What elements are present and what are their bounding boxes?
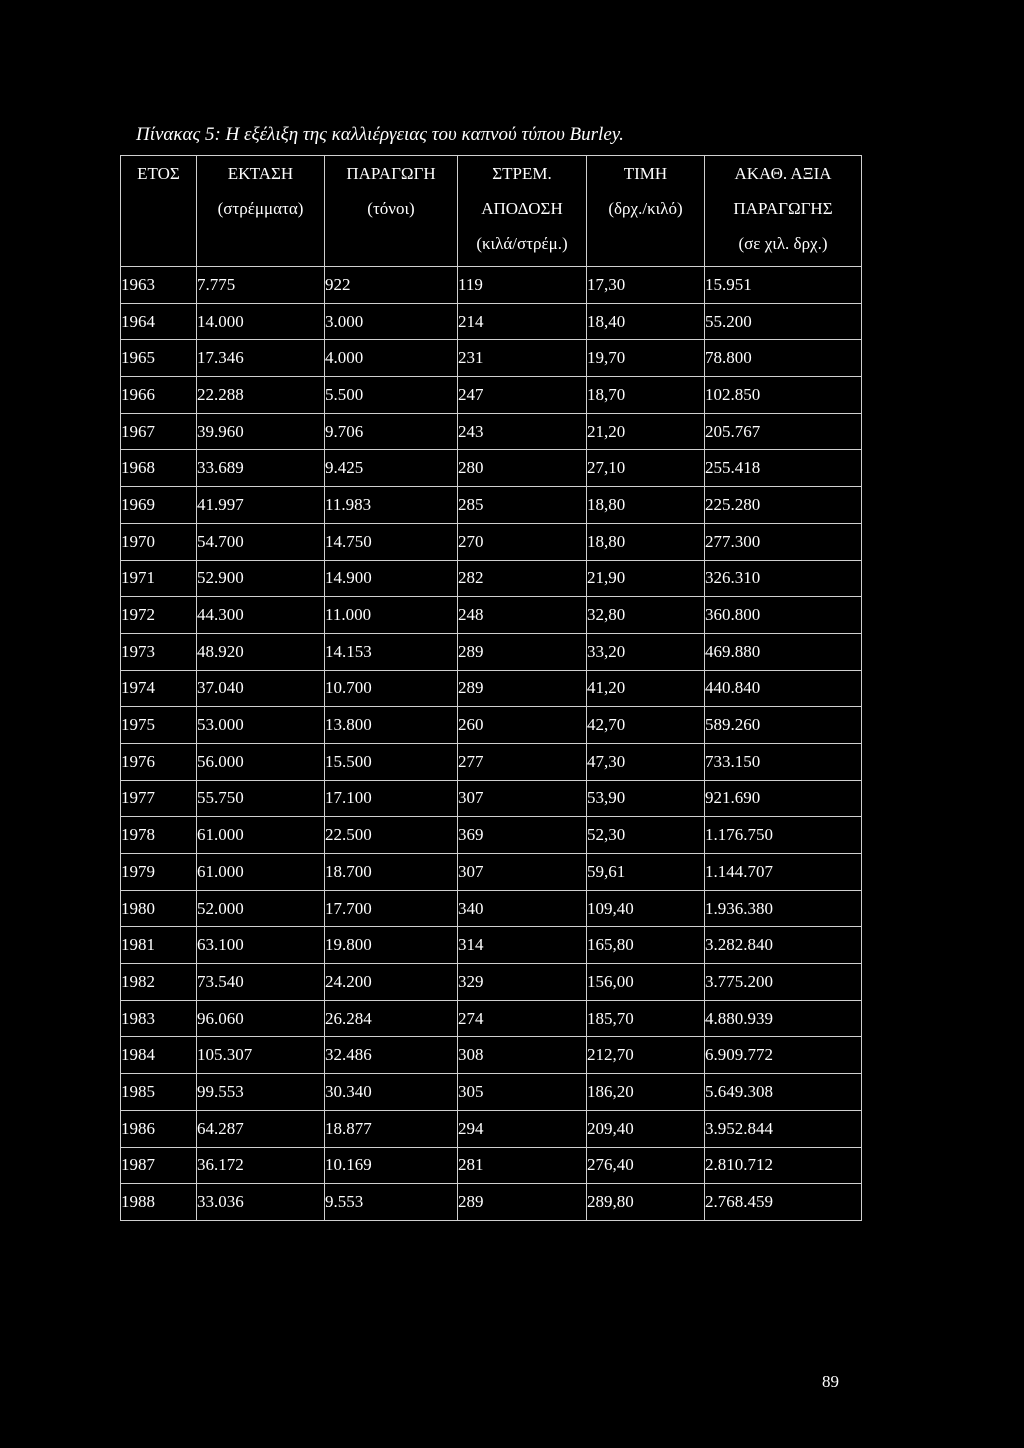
cell-price: 18,70 <box>587 377 705 414</box>
cell-production: 22.500 <box>325 817 458 854</box>
table-row <box>121 670 862 707</box>
table-row <box>121 597 862 634</box>
cell-area: 63.100 <box>197 927 325 964</box>
cell-year: 1985 <box>121 1074 197 1111</box>
cell-price: 212,70 <box>587 1037 705 1074</box>
cell-yield: 282 <box>458 560 587 597</box>
cell-production: 13.800 <box>325 707 458 744</box>
table-row <box>121 413 862 450</box>
cell-year: 1979 <box>121 854 197 891</box>
cell-year: 1967 <box>121 413 197 450</box>
cell-year: 1977 <box>121 780 197 817</box>
cell-price: 289,80 <box>587 1184 705 1221</box>
cell-area: 7.775 <box>197 267 325 304</box>
cell-gross-value: 1.176.750 <box>705 817 862 854</box>
cell-area: 22.288 <box>197 377 325 414</box>
page-number: 89 <box>822 1372 839 1391</box>
header-gross-value-line2: ΠΑΡΑΓΩΓΗΣ <box>733 199 833 218</box>
cell-production: 24.200 <box>325 964 458 1001</box>
cell-year: 1976 <box>121 743 197 780</box>
cell-area: 54.700 <box>197 523 325 560</box>
cell-yield: 308 <box>458 1037 587 1074</box>
cell-area: 105.307 <box>197 1037 325 1074</box>
cell-year: 1983 <box>121 1000 197 1037</box>
cell-year: 1969 <box>121 487 197 524</box>
cell-year: 1964 <box>121 303 197 340</box>
table-row <box>121 267 862 304</box>
cell-production: 9.706 <box>325 413 458 450</box>
cell-gross-value: 3.775.200 <box>705 964 862 1001</box>
cell-price: 109,40 <box>587 890 705 927</box>
cell-price: 19,70 <box>587 340 705 377</box>
cell-gross-value: 469.880 <box>705 633 862 670</box>
cell-area: 41.997 <box>197 487 325 524</box>
cell-yield: 314 <box>458 927 587 964</box>
cell-gross-value: 589.260 <box>705 707 862 744</box>
cell-gross-value: 4.880.939 <box>705 1000 862 1037</box>
cell-yield: 231 <box>458 340 587 377</box>
cell-area: 48.920 <box>197 633 325 670</box>
cell-gross-value: 3.952.844 <box>705 1110 862 1147</box>
cell-production: 5.500 <box>325 377 458 414</box>
cell-yield: 289 <box>458 633 587 670</box>
cell-price: 156,00 <box>587 964 705 1001</box>
cell-price: 52,30 <box>587 817 705 854</box>
table-caption: Πίνακας 5: Η εξέλιξη της καλλιέργειας του καπνού τύπου Burley. <box>136 124 624 145</box>
cell-production: 10.169 <box>325 1147 458 1184</box>
cell-area: 56.000 <box>197 743 325 780</box>
table-header <box>121 156 862 267</box>
cell-gross-value: 6.909.772 <box>705 1037 862 1074</box>
cell-price: 27,10 <box>587 450 705 487</box>
cell-production: 26.284 <box>325 1000 458 1037</box>
cell-area: 14.000 <box>197 303 325 340</box>
table-row <box>121 487 862 524</box>
table-row <box>121 1000 862 1037</box>
cell-gross-value: 1.144.707 <box>705 854 862 891</box>
cell-production: 18.877 <box>325 1110 458 1147</box>
cell-production: 30.340 <box>325 1074 458 1111</box>
header-gross-value-unit: (σε χιλ. δρχ.) <box>738 234 828 253</box>
header-price-unit: (δρχ./κιλό) <box>608 199 683 218</box>
cell-gross-value: 5.649.308 <box>705 1074 862 1111</box>
table-row <box>121 523 862 560</box>
cell-yield: 214 <box>458 303 587 340</box>
cell-production: 18.700 <box>325 854 458 891</box>
cell-gross-value: 1.936.380 <box>705 890 862 927</box>
cell-yield: 247 <box>458 377 587 414</box>
table-row <box>121 780 862 817</box>
cell-yield: 274 <box>458 1000 587 1037</box>
cell-production: 3.000 <box>325 303 458 340</box>
header-year <box>121 156 197 267</box>
cell-area: 61.000 <box>197 854 325 891</box>
cell-area: 36.172 <box>197 1147 325 1184</box>
cell-year: 1970 <box>121 523 197 560</box>
cell-price: 17,30 <box>587 267 705 304</box>
table-row <box>121 964 862 1001</box>
cell-yield: 280 <box>458 450 587 487</box>
cell-production: 32.486 <box>325 1037 458 1074</box>
cell-production: 14.900 <box>325 560 458 597</box>
cell-gross-value: 921.690 <box>705 780 862 817</box>
header-row <box>121 156 862 267</box>
header-production <box>325 156 458 267</box>
cell-year: 1986 <box>121 1110 197 1147</box>
header-area-line: ΕΚΤΑΣΗ <box>227 164 294 183</box>
cell-price: 18,80 <box>587 523 705 560</box>
cell-yield: 260 <box>458 707 587 744</box>
table-row <box>121 1037 862 1074</box>
cell-year: 1981 <box>121 927 197 964</box>
data-table <box>120 155 862 1221</box>
cell-area: 96.060 <box>197 1000 325 1037</box>
header-gross-value-line1: ΑΚΑΘ. ΑΞΙΑ <box>734 164 832 183</box>
header-year-line: ΕΤΟΣ <box>137 164 180 183</box>
cell-gross-value: 205.767 <box>705 413 862 450</box>
cell-area: 73.540 <box>197 964 325 1001</box>
cell-area: 37.040 <box>197 670 325 707</box>
cell-gross-value: 2.810.712 <box>705 1147 862 1184</box>
cell-gross-value: 2.768.459 <box>705 1184 862 1221</box>
cell-price: 185,70 <box>587 1000 705 1037</box>
table-row <box>121 1110 862 1147</box>
cell-area: 99.553 <box>197 1074 325 1111</box>
cell-gross-value: 102.850 <box>705 377 862 414</box>
cell-gross-value: 360.800 <box>705 597 862 634</box>
table-row <box>121 1184 862 1221</box>
cell-gross-value: 78.800 <box>705 340 862 377</box>
cell-year: 1984 <box>121 1037 197 1074</box>
cell-area: 64.287 <box>197 1110 325 1147</box>
cell-year: 1980 <box>121 890 197 927</box>
cell-area: 53.000 <box>197 707 325 744</box>
cell-yield: 285 <box>458 487 587 524</box>
cell-year: 1978 <box>121 817 197 854</box>
cell-year: 1963 <box>121 267 197 304</box>
header-production-unit: (τόνοι) <box>367 199 415 218</box>
cell-price: 33,20 <box>587 633 705 670</box>
cell-gross-value: 225.280 <box>705 487 862 524</box>
cell-area: 39.960 <box>197 413 325 450</box>
cell-year: 1975 <box>121 707 197 744</box>
cell-production: 19.800 <box>325 927 458 964</box>
cell-year: 1988 <box>121 1184 197 1221</box>
cell-price: 47,30 <box>587 743 705 780</box>
cell-price: 18,40 <box>587 303 705 340</box>
table-row <box>121 890 862 927</box>
cell-price: 21,90 <box>587 560 705 597</box>
cell-gross-value: 326.310 <box>705 560 862 597</box>
cell-yield: 307 <box>458 854 587 891</box>
cell-gross-value: 440.840 <box>705 670 862 707</box>
cell-gross-value: 255.418 <box>705 450 862 487</box>
cell-yield: 277 <box>458 743 587 780</box>
table-row <box>121 854 862 891</box>
table-row <box>121 1074 862 1111</box>
cell-production: 11.000 <box>325 597 458 634</box>
cell-year: 1966 <box>121 377 197 414</box>
table-row <box>121 743 862 780</box>
cell-gross-value: 3.282.840 <box>705 927 862 964</box>
cell-price: 41,20 <box>587 670 705 707</box>
header-yield-line2: ΑΠΟΔΟΣΗ <box>481 199 563 218</box>
cell-yield: 307 <box>458 780 587 817</box>
cell-yield: 119 <box>458 267 587 304</box>
cell-price: 53,90 <box>587 780 705 817</box>
cell-area: 33.036 <box>197 1184 325 1221</box>
cell-area: 55.750 <box>197 780 325 817</box>
cell-year: 1973 <box>121 633 197 670</box>
cell-yield: 243 <box>458 413 587 450</box>
cell-production: 11.983 <box>325 487 458 524</box>
table-row <box>121 377 862 414</box>
cell-area: 44.300 <box>197 597 325 634</box>
cell-gross-value: 277.300 <box>705 523 862 560</box>
cell-production: 14.750 <box>325 523 458 560</box>
cell-production: 10.700 <box>325 670 458 707</box>
cell-year: 1965 <box>121 340 197 377</box>
cell-price: 276,40 <box>587 1147 705 1184</box>
cell-price: 209,40 <box>587 1110 705 1147</box>
cell-production: 15.500 <box>325 743 458 780</box>
cell-production: 9.553 <box>325 1184 458 1221</box>
cell-price: 186,20 <box>587 1074 705 1111</box>
cell-production: 922 <box>325 267 458 304</box>
cell-price: 59,61 <box>587 854 705 891</box>
cell-year: 1974 <box>121 670 197 707</box>
cell-yield: 289 <box>458 1184 587 1221</box>
table-row <box>121 560 862 597</box>
table-row <box>121 303 862 340</box>
cell-yield: 294 <box>458 1110 587 1147</box>
cell-yield: 289 <box>458 670 587 707</box>
header-gross-value <box>705 156 862 267</box>
table-row <box>121 450 862 487</box>
table-row <box>121 1147 862 1184</box>
cell-yield: 369 <box>458 817 587 854</box>
cell-production: 4.000 <box>325 340 458 377</box>
header-yield <box>458 156 587 267</box>
cell-gross-value: 733.150 <box>705 743 862 780</box>
cell-area: 52.900 <box>197 560 325 597</box>
cell-yield: 270 <box>458 523 587 560</box>
table-row <box>121 633 862 670</box>
cell-area: 17.346 <box>197 340 325 377</box>
cell-price: 32,80 <box>587 597 705 634</box>
table-row <box>121 340 862 377</box>
table-body <box>121 267 862 1221</box>
cell-price: 42,70 <box>587 707 705 744</box>
header-production-line: ΠΑΡΑΓΩΓΗ <box>346 164 436 183</box>
cell-year: 1968 <box>121 450 197 487</box>
cell-gross-value: 15.951 <box>705 267 862 304</box>
table-row <box>121 817 862 854</box>
cell-area: 33.689 <box>197 450 325 487</box>
cell-year: 1987 <box>121 1147 197 1184</box>
header-yield-line1: ΣΤΡΕΜ. <box>492 164 552 183</box>
cell-yield: 248 <box>458 597 587 634</box>
cell-yield: 329 <box>458 964 587 1001</box>
header-price <box>587 156 705 267</box>
cell-price: 21,20 <box>587 413 705 450</box>
cell-yield: 281 <box>458 1147 587 1184</box>
cell-area: 61.000 <box>197 817 325 854</box>
header-yield-unit: (κιλά/στρέμ.) <box>476 234 568 253</box>
cell-yield: 340 <box>458 890 587 927</box>
cell-production: 9.425 <box>325 450 458 487</box>
header-price-line: ΤΙΜΗ <box>623 164 668 183</box>
cell-yield: 305 <box>458 1074 587 1111</box>
table-row <box>121 707 862 744</box>
cell-year: 1971 <box>121 560 197 597</box>
cell-price: 18,80 <box>587 487 705 524</box>
header-area <box>197 156 325 267</box>
cell-year: 1972 <box>121 597 197 634</box>
table-row <box>121 927 862 964</box>
cell-production: 17.700 <box>325 890 458 927</box>
cell-gross-value: 55.200 <box>705 303 862 340</box>
header-area-unit: (στρέμματα) <box>217 199 304 218</box>
cell-year: 1982 <box>121 964 197 1001</box>
cell-production: 17.100 <box>325 780 458 817</box>
cell-production: 14.153 <box>325 633 458 670</box>
cell-price: 165,80 <box>587 927 705 964</box>
cell-area: 52.000 <box>197 890 325 927</box>
